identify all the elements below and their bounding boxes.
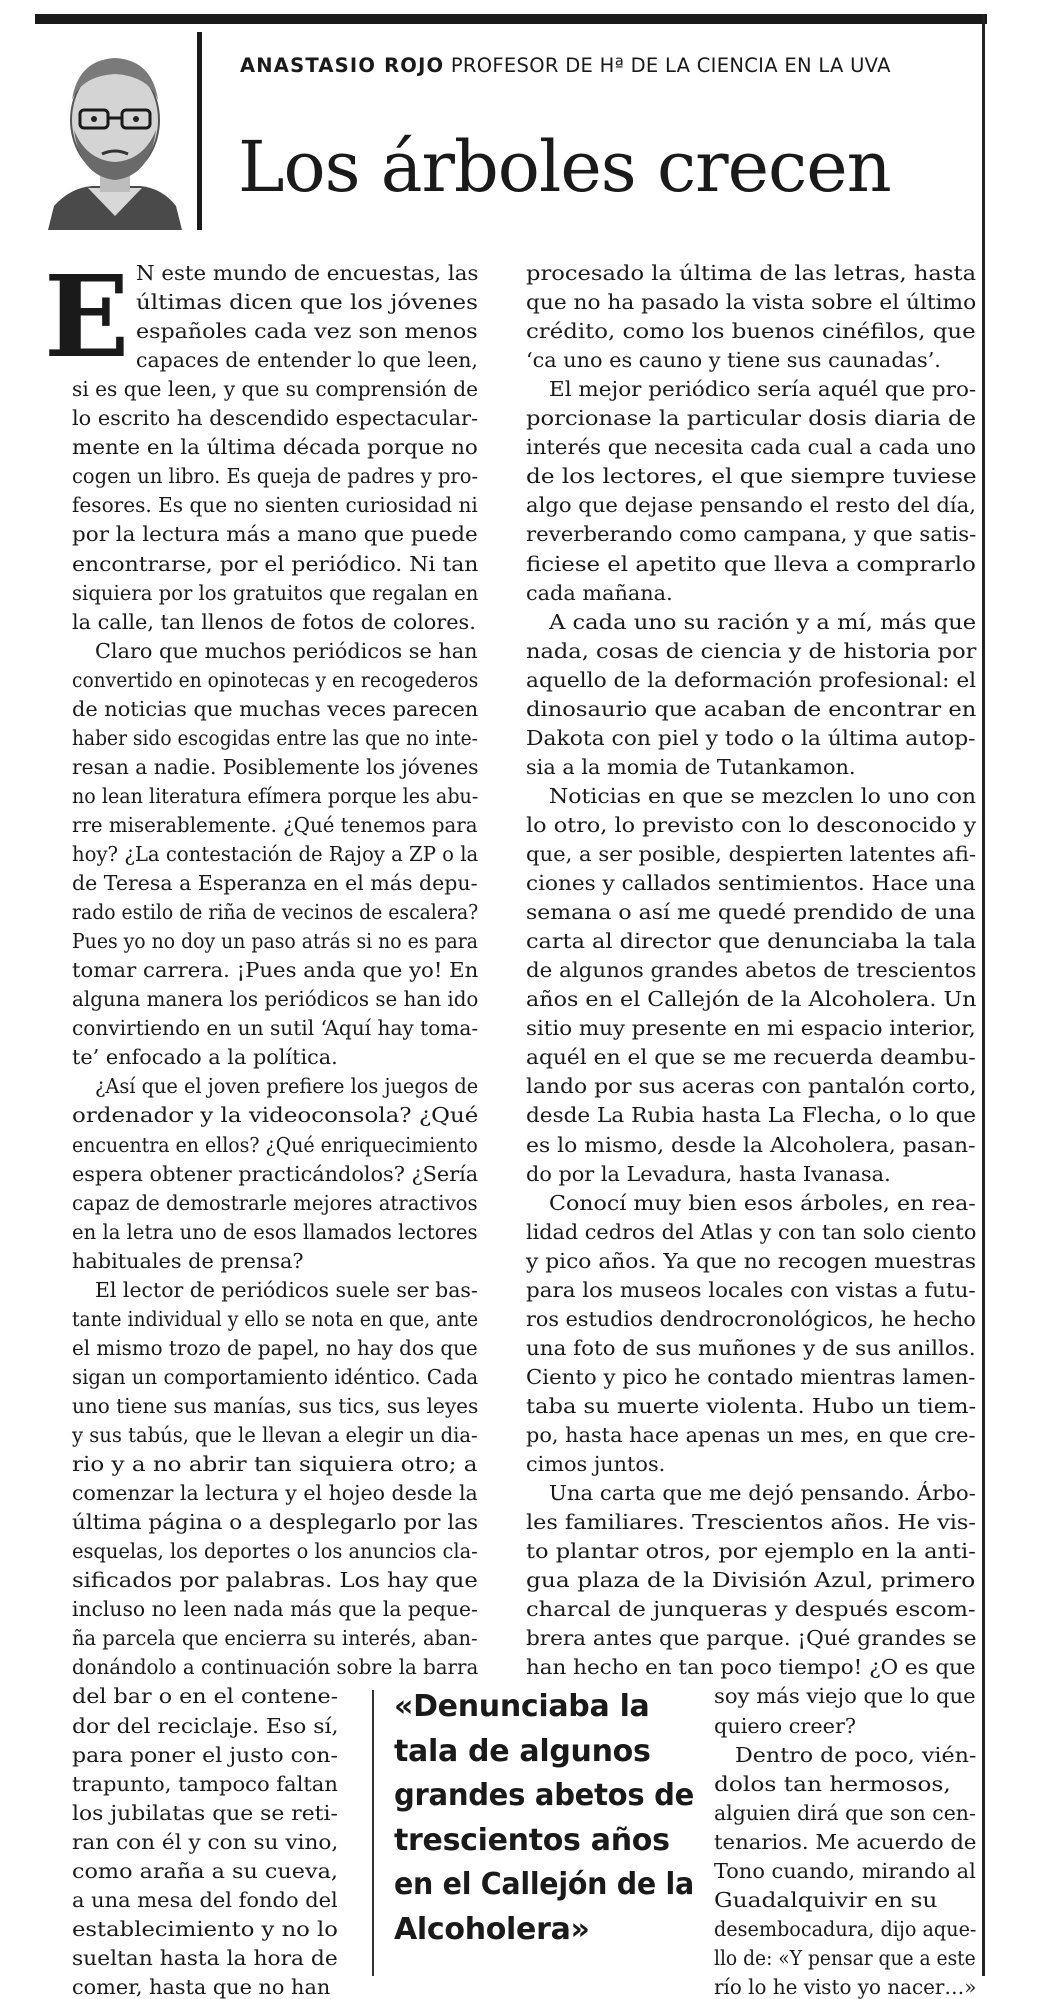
- text-line: donándolo a continuación sobre la barra: [72, 1655, 479, 1680]
- text-line: N este mundo de encuestas, las: [136, 261, 479, 285]
- text-line: desembocadura, dijo aque-: [714, 1916, 977, 1941]
- page-right-border: [982, 14, 985, 1976]
- text-line: si es que leen, y que su comprensión de: [72, 377, 479, 402]
- text-line: establecimiento y no lo: [72, 1916, 338, 1941]
- pullquote-line: grandes abetos de: [394, 1778, 695, 1813]
- author-name: ANASTASIO ROJO: [240, 54, 445, 77]
- text-line: lidad cedros del Atlas y con tan solo ciento: [526, 1219, 977, 1244]
- text-line: uno tiene sus manías, sus tics, sus leyes: [72, 1393, 479, 1418]
- text-line: últimas dicen que los jóvenes: [136, 290, 478, 315]
- text-line: sigan un comportamiento idéntico. Cada: [72, 1364, 479, 1389]
- text-line: interés que necesita cada cual a cada uno: [526, 435, 976, 460]
- text-line: aquello de la deformación profesional: el: [526, 667, 977, 692]
- text-line: to plantar otros, por ejemplo en la anti-: [526, 1539, 976, 1564]
- text-line: Conocí muy bien esos árboles, en rea-: [549, 1190, 976, 1215]
- text-line: po, hasta hace apenas un mes, en que cre-: [526, 1423, 976, 1447]
- text-line: reverberando como campana, y que satis-: [526, 522, 977, 547]
- text-line: charcal de junqueras y después escom-: [526, 1597, 976, 1622]
- text-line: esquelas, los deportes o los anuncios cla-: [72, 1539, 478, 1564]
- text-line: encuentra en ellos? ¿Qué enriquecimiento: [72, 1132, 478, 1157]
- text-line: aquél en el que se me recuerda deambu-: [526, 1045, 976, 1070]
- text-line: la calle, tan llenos de fotos de colores.: [72, 609, 476, 634]
- text-line: semana o así me quedé prendido de una: [526, 900, 976, 925]
- text-line: lo escrito ha descendido espectacular-: [72, 406, 479, 431]
- text-line: ¿Así que el joven prefiere los juegos de: [95, 1074, 479, 1099]
- text-line: una foto de sus muñones y de sus anillos.: [526, 1335, 976, 1360]
- text-line: por la lectura más a mano que puede: [72, 522, 478, 547]
- text-line: de noticias que muchas veces parecen: [72, 696, 479, 721]
- text-line: comer, hasta que no han: [72, 1974, 331, 1999]
- text-line: convirtiendo en un sutil ‘Aquí hay toma-: [72, 1016, 479, 1041]
- text-line: sitio muy presente en mi espacio interior,: [526, 1016, 976, 1041]
- text-line: haber sido escogidas entre las que no inte-: [72, 725, 478, 750]
- drop-cap: E: [44, 252, 130, 383]
- text-line: A cada uno su ración y a mí, más que: [549, 609, 977, 634]
- text-line: capaces de entender lo que leen,: [136, 348, 478, 373]
- text-line: sueltan hasta la hora de: [72, 1945, 338, 1970]
- text-line: do por la Levadura, hasta Ivanasa.: [526, 1161, 891, 1186]
- text-line: espera obtener practicándolos? ¿Sería: [72, 1161, 479, 1186]
- text-line: incluso no leen nada más que la peque-: [72, 1597, 478, 1622]
- text-line: en la letra uno de esos llamados lectores: [72, 1219, 478, 1244]
- text-line: Pues yo no doy un paso atrás si no es para: [72, 929, 479, 954]
- text-line: Una carta que me dejó pensando. Árbo-: [549, 1481, 976, 1506]
- text-line: sia a la momia de Tutankamon.: [526, 754, 856, 779]
- text-line: hoy? ¿La contestación de Rajoy a ZP o la: [72, 842, 479, 866]
- text-line: para poner el justo con-: [72, 1742, 338, 1767]
- text-line: es lo mismo, desde la Alcoholera, pasan-: [526, 1132, 976, 1157]
- text-line: quiero creer?: [714, 1713, 857, 1738]
- text-line: de algunos grandes abetos de trescientos: [526, 958, 977, 983]
- text-line: tante individual y ello se nota en que, ante: [72, 1306, 479, 1331]
- text-line: como araña a su cueva,: [72, 1858, 338, 1883]
- pullquote-rule: [372, 1690, 374, 1976]
- text-line: ña parcela que encierra su interés, aban-: [72, 1626, 478, 1651]
- text-line: trapunto, tampoco faltan: [72, 1771, 338, 1796]
- text-line: no lean literatura efímera porque les abu-: [72, 783, 479, 808]
- text-line: ran con él y con su vino,: [72, 1829, 339, 1854]
- text-line: cimos juntos.: [526, 1452, 666, 1477]
- pullquote-line: Alcoholera»: [394, 1911, 590, 1947]
- text-line: del bar o en el contene-: [72, 1684, 339, 1709]
- author-role: PROFESOR DE Hª DE LA CIENCIA EN LA UVA: [450, 54, 891, 77]
- text-line: siquiera por los gratuitos que regalan en: [72, 580, 479, 605]
- text-line: ficiese el apetito que lleva a comprarlo: [526, 551, 976, 576]
- text-line: taba su muerte violenta. Hubo un tiem-: [526, 1393, 977, 1418]
- text-line: tenarios. Me acuerdo de: [714, 1829, 977, 1854]
- text-line: les familiares. Trescientos años. He vis-: [526, 1510, 976, 1535]
- text-line: los jubilatas que se reti-: [72, 1800, 338, 1825]
- text-line: porcionase la particular dosis diaria de: [526, 406, 976, 431]
- text-line: habituales de prensa?: [72, 1248, 304, 1273]
- text-line: algo que dejase pensando el resto del día,: [526, 493, 976, 518]
- article-title: Los árboles crecen: [238, 126, 891, 208]
- text-line: rre miserablemente. ¿Qué tenemos para: [72, 812, 478, 837]
- pullquote-line: en el Callejón de la: [394, 1867, 694, 1902]
- text-line: Claro que muchos periódicos se han: [95, 638, 478, 663]
- text-line: españoles cada vez son menos: [136, 319, 478, 344]
- text-line: y sus tabús, que le llevan a elegir un dia-: [72, 1423, 478, 1447]
- text-line: convertido en opinotecas y en recogederos: [72, 667, 479, 692]
- pullquote-line: trescientos años: [394, 1822, 670, 1858]
- text-line: soy más viejo que lo que: [714, 1684, 976, 1709]
- text-line: dinosaurio que acaban de encontrar en: [526, 696, 977, 721]
- text-line: resan a nadie. Posiblemente los jóvenes: [72, 754, 479, 779]
- text-line: encontrarse, por el periódico. Ni tan: [72, 551, 479, 576]
- text-line: ordenador y la videoconsola? ¿Qué: [72, 1103, 479, 1128]
- columnist-portrait-icon: [40, 38, 190, 230]
- text-line: alguien dirá que son cen-: [714, 1800, 976, 1825]
- text-line: gua plaza de la División Azul, primero: [526, 1568, 976, 1593]
- text-line: alguna manera los periódicos se han ido: [72, 987, 479, 1012]
- text-line: para los museos locales con vistas a futu-: [526, 1277, 976, 1302]
- text-line: sificados por palabras. Los hay que: [72, 1568, 478, 1593]
- text-line: El mejor periódico sería aquél que pro-: [549, 377, 977, 402]
- text-line: última página o a desplegarlo por las: [72, 1510, 479, 1535]
- text-line: te’ enfocado a la política.: [72, 1045, 338, 1070]
- text-line: ros estudios dendrocronológicos, he hecho: [526, 1306, 976, 1331]
- text-line: y pico años. Ya que no recogen muestras: [526, 1248, 977, 1273]
- text-line: carta al director que denunciaba la tala: [526, 929, 977, 954]
- text-line: procesado la última de las letras, hasta: [526, 261, 977, 285]
- text-line: lando por sus aceras con pantalón corto,: [526, 1074, 977, 1099]
- text-line: Dakota con piel y todo o la última autop-: [526, 725, 976, 750]
- text-line: Tono cuando, mirando al: [714, 1858, 976, 1883]
- text-line: cogen un libro. Es queja de padres y pro-: [72, 464, 479, 489]
- text-line: rado estilo de riña de vecinos de escalera?: [72, 900, 479, 925]
- text-line: nada, cosas de ciencia y de historia por: [526, 638, 977, 663]
- text-line: río lo he visto yo nacer…»: [714, 1974, 977, 1999]
- text-line: cada mañana.: [526, 580, 673, 605]
- text-line: de Teresa a Esperanza en el más depu-: [72, 871, 478, 896]
- byline: [240, 54, 891, 77]
- text-line: el mismo trozo de papel, no hay dos que: [72, 1335, 478, 1360]
- text-line: Noticias en que se mezclen lo uno con: [549, 783, 977, 808]
- text-line: rio y a no abrir tan siquiera otro; a: [72, 1452, 478, 1477]
- text-line: que, a ser posible, despierten latentes afi-: [526, 842, 976, 866]
- text-line: llo de: «Y pensar que a este: [714, 1945, 976, 1970]
- text-line: que no ha pasado la vista sobre el último: [526, 290, 977, 315]
- text-line: dolos tan hermosos,: [714, 1771, 951, 1796]
- text-line: brera antes que parque. ¡Qué grandes se: [526, 1626, 977, 1651]
- text-line: ‘ca uno es cauno y tiene sus caunadas’.: [526, 348, 941, 373]
- text-line: Dentro de poco, vién-: [735, 1742, 977, 1767]
- text-line: han hecho en tan poco tiempo! ¿O es que: [526, 1655, 976, 1680]
- text-line: capaz de demostrarle mejores atractivos: [72, 1190, 478, 1215]
- header-vertical-rule: [197, 32, 202, 230]
- pullquote-line: tala de algunos: [394, 1733, 651, 1769]
- text-line: lo otro, lo previsto con lo desconocido y: [526, 812, 977, 837]
- text-line: Guadalquivir en su: [714, 1887, 938, 1912]
- text-line: mente en la última década porque no: [72, 435, 478, 460]
- text-line: desde La Rubia hasta La Flecha, o lo que: [526, 1103, 977, 1128]
- text-line: comenzar la lectura y el hojeo desde la: [72, 1481, 478, 1506]
- text-line: ciones y callados sentimientos. Hace una: [526, 871, 976, 896]
- text-line: años en el Callejón de la Alcoholera. Un: [526, 987, 977, 1012]
- text-line: a una mesa del fondo del: [72, 1887, 338, 1912]
- text-line: dor del reciclaje. Eso sí,: [72, 1713, 339, 1738]
- text-line: tomar carrera. ¡Pues anda que yo! En: [72, 958, 479, 983]
- text-line: fesores. Es que no sienten curiosidad ni: [72, 493, 478, 518]
- text-line: Ciento y pico he contado mientras lamen-: [526, 1364, 976, 1389]
- pullquote-line: «Denunciaba la: [394, 1689, 650, 1724]
- text-line: crédito, como los buenos cinéfilos, que: [526, 319, 976, 344]
- text-line: El lector de periódicos suele ser bas-: [95, 1277, 478, 1302]
- header-top-rule: [35, 14, 987, 24]
- text-line: de los lectores, el que siempre tuviese: [526, 464, 977, 489]
